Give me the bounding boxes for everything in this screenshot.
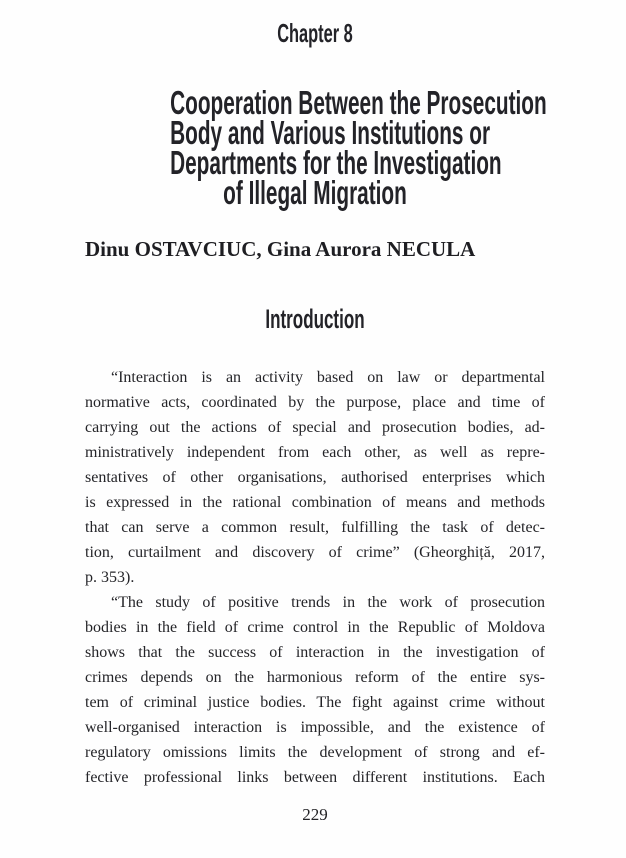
text-line: is expressed in the rational combination of means and methods bbox=[85, 494, 545, 511]
text-line: that can serve a common result, fulfilling the task of detec- bbox=[85, 519, 545, 536]
text-line: Departments for the Investigation bbox=[170, 144, 502, 181]
text-line: well-organised interaction is impossible, and the existence of bbox=[85, 719, 545, 736]
text-line: “The study of positive trends in the work of prosecution bbox=[111, 594, 545, 611]
chapter-label bbox=[85, 20, 545, 46]
chapter-title bbox=[85, 84, 547, 211]
text-line: p. 353). bbox=[85, 569, 135, 586]
text-line: tion, curtailment and discovery of crime” (Gheorghiță, 2017, bbox=[85, 544, 545, 561]
section-heading-introduction bbox=[85, 306, 545, 333]
text-line: ministratively independent from each other, as well as repre- bbox=[85, 444, 545, 461]
text-line: crimes depends on the harmonious reform of the entire sys- bbox=[85, 669, 545, 686]
authors-line: Dinu OSTAVCIUC, Gina Aurora NECULA bbox=[85, 237, 476, 261]
text-line: tem of criminal justice bodies. The fight against crime without bbox=[85, 694, 545, 711]
text-line: regulatory omissions limits the development of strong and ef- bbox=[85, 744, 545, 761]
text-line: sentatives of other organisations, authorised enterprises which bbox=[85, 469, 545, 486]
paragraph-2 bbox=[85, 590, 545, 790]
text-line: Body and Various Institutions or bbox=[170, 114, 491, 151]
text-line: “Interaction is an activity based on law or departmental bbox=[111, 369, 545, 386]
text-line: of Illegal Migration bbox=[223, 174, 407, 211]
page-content bbox=[0, 20, 626, 825]
chapter-label-text: Chapter 8 bbox=[277, 18, 353, 48]
text-line: shows that the success of interaction in the investigation of bbox=[85, 644, 545, 661]
page-number: 229 bbox=[302, 805, 328, 824]
paragraph-1 bbox=[85, 365, 545, 590]
text-line: normative acts, coordinated by the purpose, place and time of bbox=[85, 394, 545, 411]
text-line: bodies in the field of crime control in the Republic of Moldova bbox=[85, 619, 545, 636]
text-line: Cooperation Between the Prosecution bbox=[170, 84, 547, 121]
body-text bbox=[85, 365, 545, 790]
text-line: fective professional links between different institutions. Each bbox=[85, 769, 545, 786]
chapter-title-lines bbox=[170, 84, 547, 211]
text-line: carrying out the actions of special and prosecution bodies, ad- bbox=[85, 419, 545, 436]
section-heading-text: Introduction bbox=[265, 304, 365, 334]
